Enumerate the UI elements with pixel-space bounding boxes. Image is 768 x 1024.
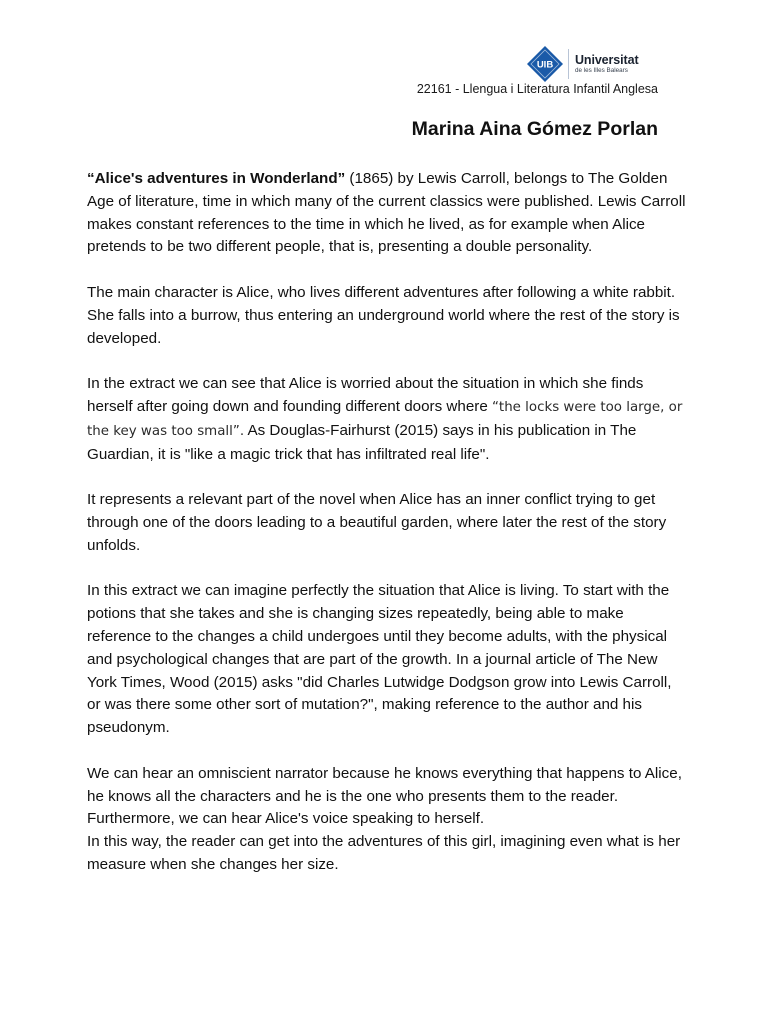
essay-body [87, 168, 687, 900]
paragraph-3-after: As Douglas-Fairhurst (2015) says in his publication in The Guardian, it is "like a magic trick that has infiltrated real life". [87, 421, 637, 463]
logo-subtitle: de les Illes Balears [575, 67, 628, 75]
book-title: “Alice's adventures in Wonderland” [87, 170, 346, 187]
logo-name: Universitat [575, 52, 639, 67]
paragraph-1 [87, 168, 687, 259]
uib-diamond-icon [526, 45, 564, 83]
logo-mark-text: UIB [536, 59, 554, 71]
paragraph-3-before: In the extract we can see that Alice is worried about the situation in which she finds herself after going down and founding different doors where [87, 375, 644, 415]
book-quote: “the locks were too large, or the key was too small”. [87, 399, 683, 439]
paragraph-2: The main character is Alice, who lives different adventures after following a white rabbit. She falls into a burrow, thus entering an underground world where the rest of the story is developed. [87, 283, 680, 347]
university-logo [526, 45, 661, 83]
paragraph-5: In this extract we can imagine perfectly the situation that Alice is living. To start with the potions that she takes and she is changing sizes repeatedly, being able to make reference to the changes a child undergoes until they become adults, with the physical and psychological changes that are part of the growth. In a journal article of The New York Times, Wood (2015) asks "did Charles Lutwidge Dodgson grow into Lewis Carroll, or was there some other sort of mutation?", making reference to the author and his pseudonym. [87, 582, 672, 737]
paragraph-3 [87, 373, 687, 466]
logo-wordmark [575, 54, 639, 75]
paragraph-4: It represents a relevant part of the novel when Alice has an inner conflict trying to get through one of the doors leading to a beautiful garden, where later the rest of the story unfolds. [87, 491, 667, 554]
paragraph-6: We can hear an omniscient narrator because he knows everything that happens to Alice, he knows all the characters and he is the one who presents them to the reader. Furthermore, we can hear Alice's voice speaking to herself. [87, 764, 682, 828]
course-code: 22161 - Llengua i Literatura Infantil Anglesa [416, 82, 658, 96]
logo-divider [568, 49, 569, 79]
paragraph-1-text: (1865) by Lewis Carroll, belongs to The Golden Age of literature, time in which many of the current classics were published. Lewis Carroll makes constant references to the time in which he lived, as for example when Alice pretends to be two different people, that is, presenting a double personality. [87, 170, 686, 256]
author-name: Marina Aina Gómez Porlan [411, 118, 658, 140]
paragraph-7: In this way, the reader can get into the adventures of this girl, imagining even what is her measure when she changes her size. [87, 833, 681, 873]
